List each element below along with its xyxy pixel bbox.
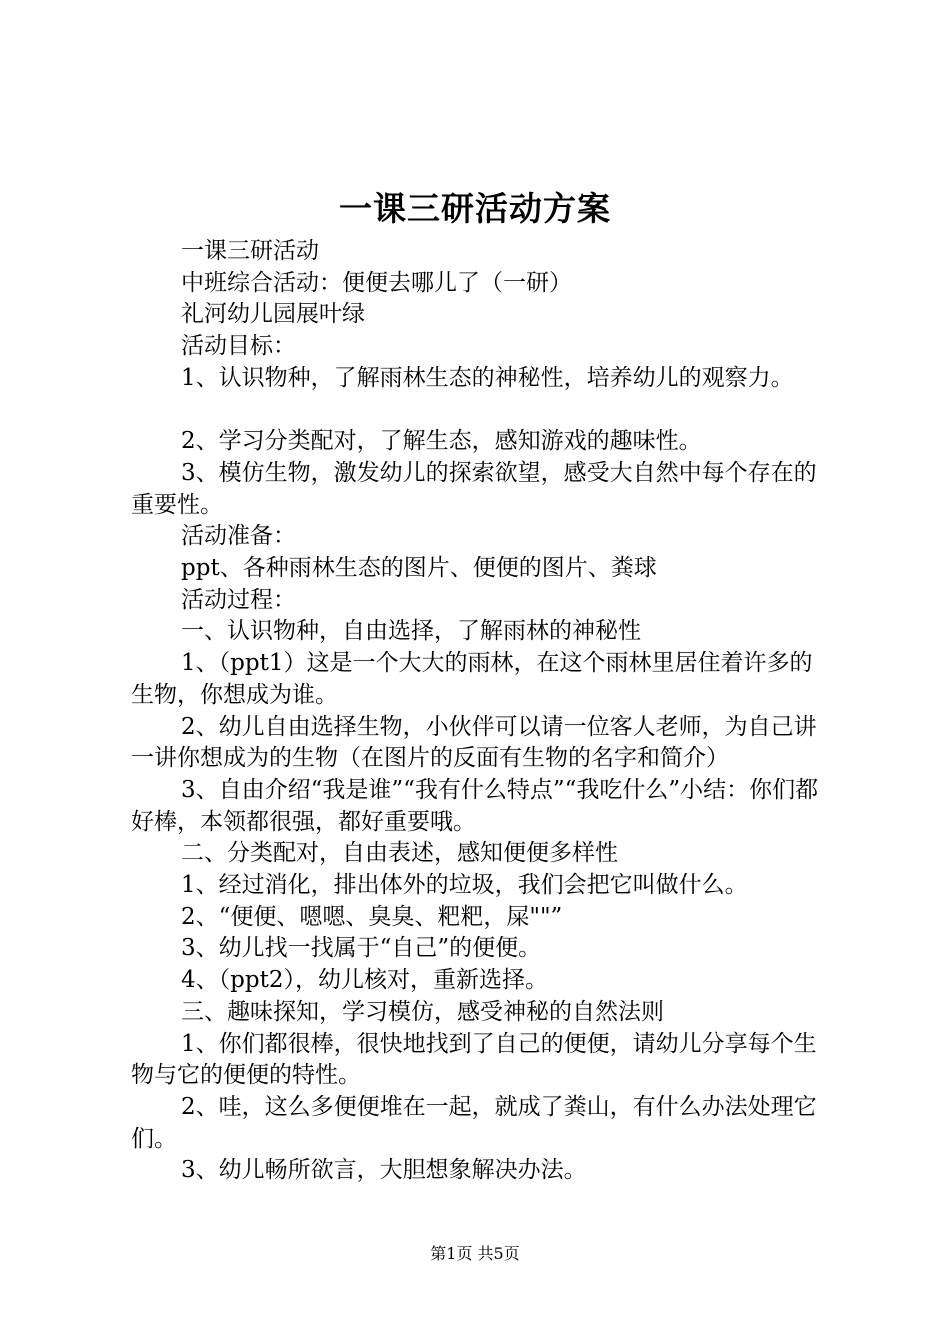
paragraph: 二、分类配对，自由表述，感知便便多样性 [181,840,618,867]
paragraph: 2、幼儿自由选择生物，小伙伴可以请一位客人老师，为自己讲一讲你想成为的生物（在图片的反面有生物的名字和简介） [131,713,817,772]
paragraph: 1、认识物种，了解雨林生态的神秘性，培养幼儿的观察力。 [181,364,794,391]
document-title: 一课三研活动方案 [339,189,611,228]
paragraph: 3、模仿生物，激发幼儿的探索欲望，感受大自然中每个存在的重要性。 [131,459,817,518]
paragraph: 4、（ppt2），幼儿核对，重新选择。 [181,967,548,994]
paragraph: 活动目标： [181,333,296,360]
paragraph: 一课三研活动 [181,238,319,264]
document-body [131,236,831,1187]
paragraph: 3、自由介绍“我是谁”“我有什么特点”“我吃什么”小结：你们都好棒，本领都很强，都好重要哦。 [131,776,819,835]
paragraph: 2、学习分类配对，了解生态，感知游戏的趣味性。 [181,428,702,455]
paragraph: 礼河幼儿园展叶绿 [181,301,365,328]
paragraph: 三、趣味探知，学习模仿，感受神秘的自然法则 [181,998,664,1025]
page-footer: 第1页 共5页 [430,1244,520,1263]
paragraph: 活动过程： [181,586,296,613]
paragraph: ppt、各种雨林生态的图片、便便的图片、粪球 [181,555,657,582]
paragraph: 3、幼儿找一找属于“自己”的便便。 [181,935,542,962]
paragraph: 一、认识物种，自由选择，了解雨林的神秘性 [181,618,641,645]
paragraph: 3、幼儿畅所欲言，大胆想象解决办法。 [181,1157,587,1184]
paragraph: 活动准备： [181,523,296,550]
paragraph: 1、你们都很棒，很快地找到了自己的便便，请幼儿分享每个生物与它的便便的特性。 [131,1030,817,1089]
paragraph: 中班综合活动：便便去哪儿了（一研） [181,269,572,296]
paragraph: 1、经过消化，排出体外的垃圾，我们会把它叫做什么。 [181,872,748,899]
paragraph: 2、哇，这么多便便堆在一起，就成了粪山，有什么办法处理它们。 [131,1093,817,1152]
paragraph: 2、“便便、嗯嗯、臭臭、粑粑，屎""” [181,903,563,930]
paragraph: 1、（ppt1）这是一个大大的雨林，在这个雨林里居住着许多的生物，你想成为谁。 [131,650,813,708]
